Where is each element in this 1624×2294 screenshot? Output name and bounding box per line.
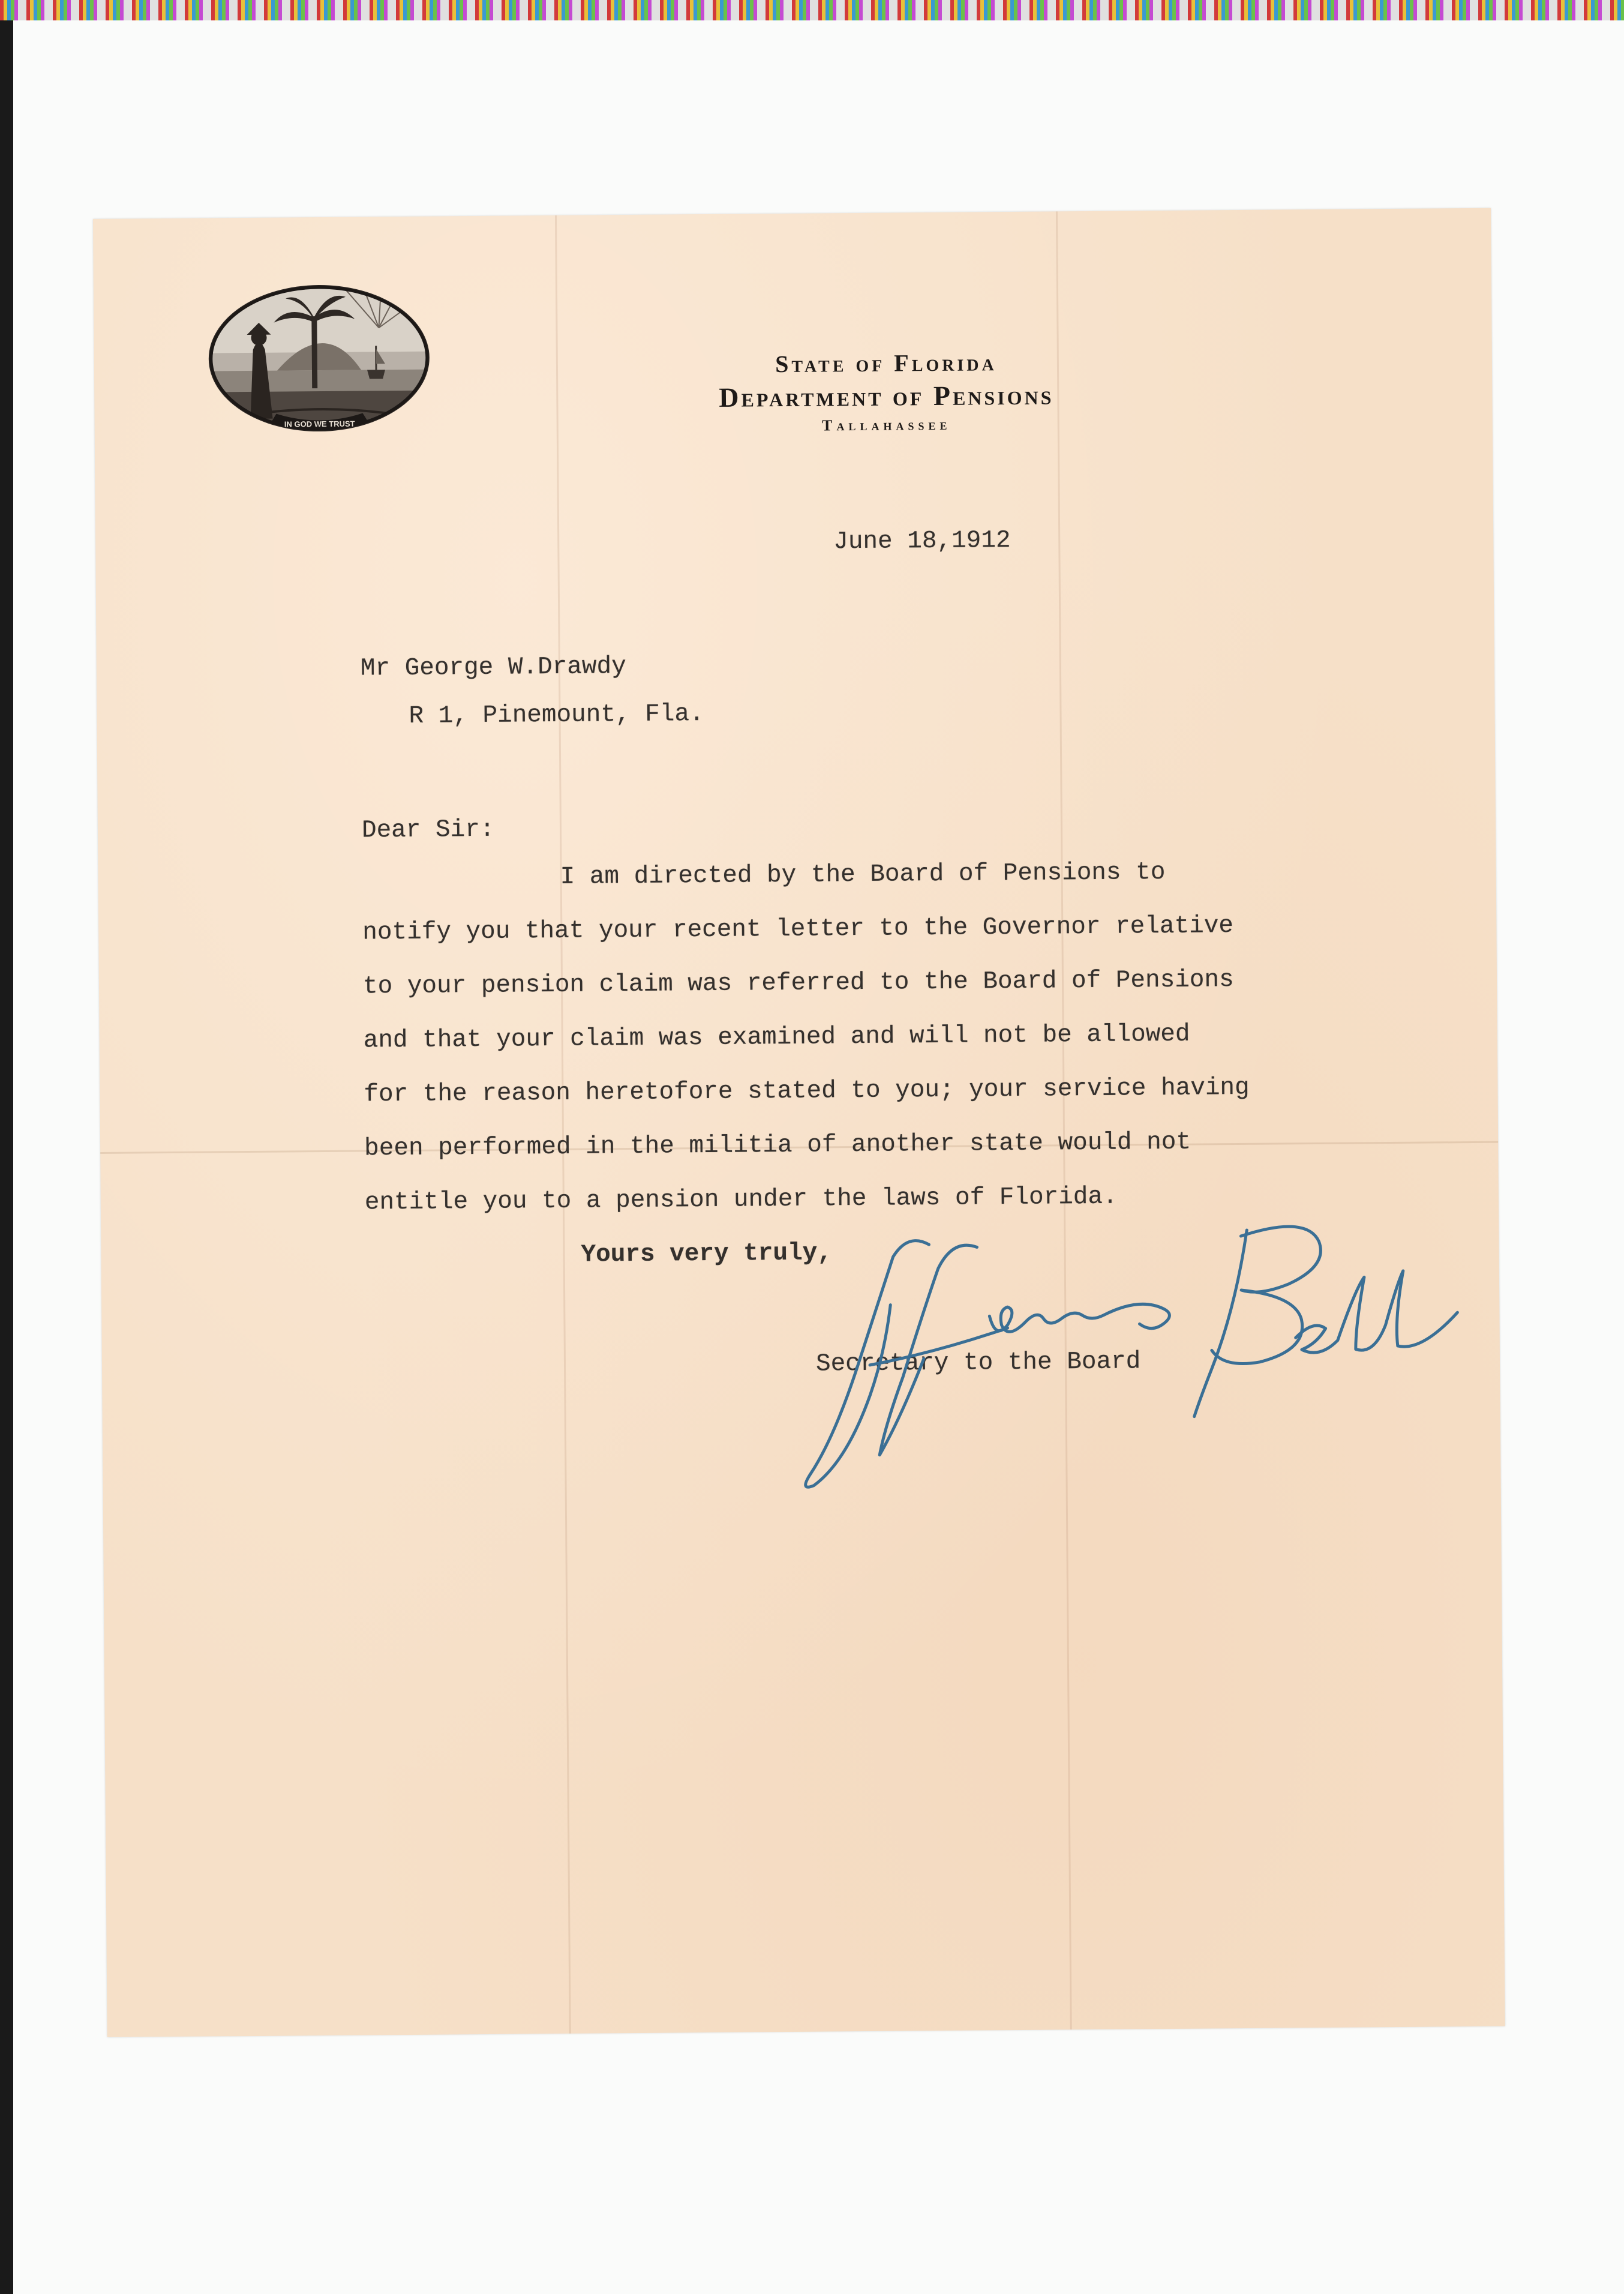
- fold-crease-vertical-right: [1056, 211, 1072, 2029]
- body-line: and that your claim was examined and will not be allowed: [363, 1020, 1190, 1055]
- salutation: Dear Sir:: [361, 815, 495, 845]
- body-line: to your pension claim was referred to the Board of Pensions: [362, 966, 1234, 1001]
- signer-title: Secretary to the Board: [815, 1348, 1141, 1378]
- scan-left-edge: [0, 20, 13, 2294]
- florida-seal-icon: [205, 280, 434, 449]
- seal-motto: IN GOD WE TRUST: [284, 419, 355, 429]
- closing: Yours very truly,: [581, 1239, 833, 1269]
- fold-crease-vertical-left: [555, 215, 571, 2034]
- body-line: for the reason heretofore stated to you; your service having: [364, 1073, 1250, 1109]
- body-line: entitle you to a pension under the laws of Florida.: [364, 1183, 1118, 1217]
- signature: [779, 1216, 1471, 1504]
- scan-color-strip: [0, 0, 1624, 20]
- recipient-name: Mr George W.Drawdy: [360, 653, 626, 683]
- letterhead: [670, 346, 1103, 439]
- body-line: I am directed by the Board of Pensions to: [560, 858, 1166, 891]
- letterhead-department: Department of Pensions: [719, 379, 1054, 413]
- body-line: notify you that your recent letter to the Governor relative: [362, 912, 1234, 947]
- signature-text: Jefferson Bell: [779, 1222, 784, 1223]
- letterhead-city: Tallahassee: [821, 415, 951, 434]
- recipient-address: R 1, Pinemount, Fla.: [409, 700, 704, 730]
- body-line: been performed in the militia of another state would not: [364, 1128, 1191, 1163]
- letterhead-state: State of Florida: [775, 349, 997, 378]
- letter-date: June 18,1912: [833, 527, 1011, 556]
- letter-paper: [93, 208, 1505, 2037]
